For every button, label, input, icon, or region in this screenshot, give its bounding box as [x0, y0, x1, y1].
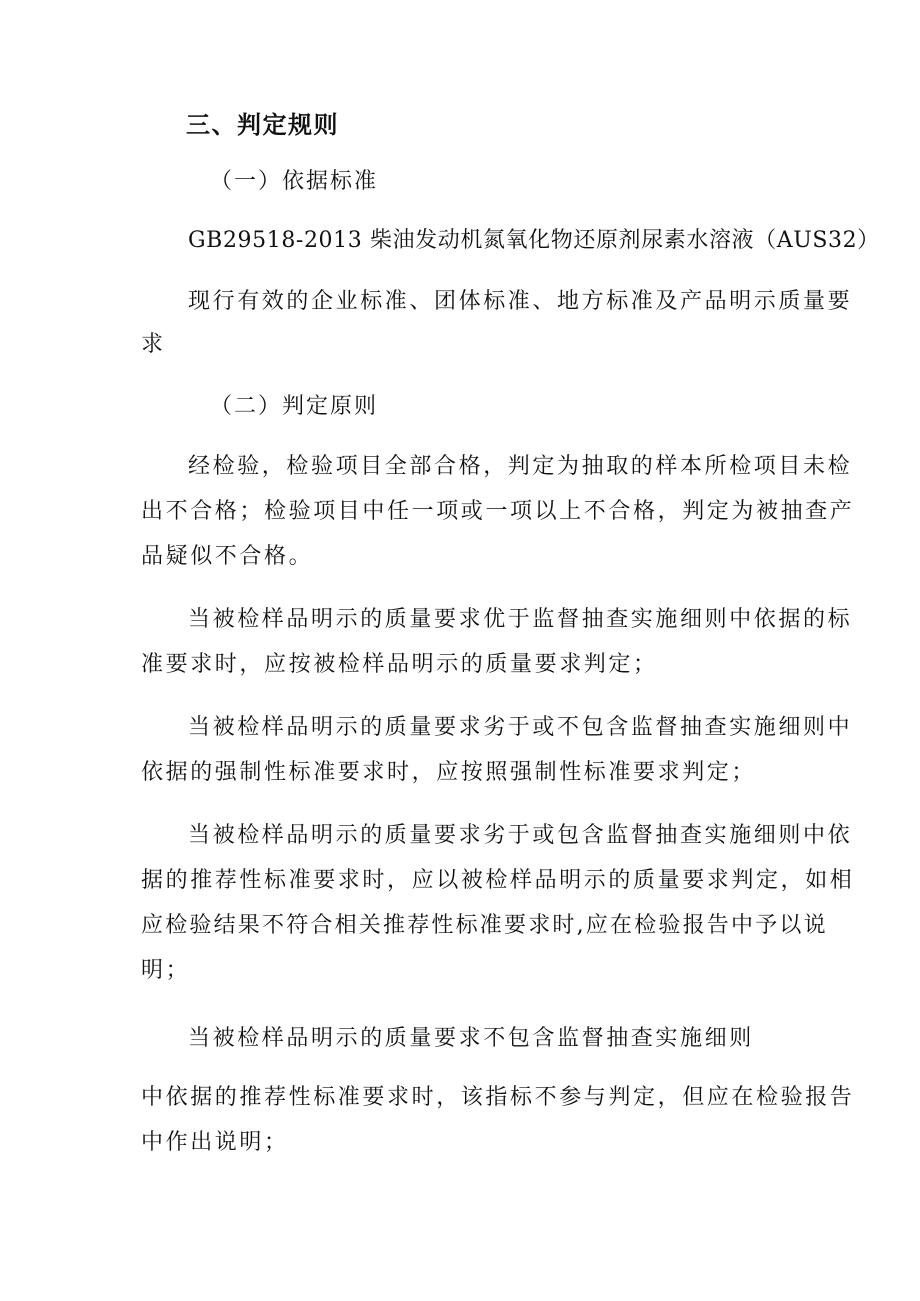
- paragraph-line: 现行有效的企业标准、团体标准、地方标准及产品明示质量要: [188, 289, 853, 314]
- section-heading: 三、判定规则: [186, 111, 339, 139]
- paragraph-line: 依据的强制性标准要求时，应按照强制性标准要求判定；: [141, 760, 757, 785]
- paragraph-line: 品疑似不合格。: [141, 544, 314, 569]
- paragraph-line: 当被检样品明示的质量要求劣于或包含监督抽查实施细则中依: [188, 823, 853, 848]
- paragraph-line: 经检验，检验项目全部合格，判定为抽取的样本所检项目未检: [188, 454, 853, 479]
- standard-line: GB29518-2013 柴油发动机氮氧化物还原剂尿素水溶液（AUS32）: [188, 228, 880, 253]
- paragraph-line: 应检验结果不符合相关推荐性标准要求时,应在检验报告中予以说: [141, 913, 828, 938]
- paragraph-line: 出不合格；检验项目中任一项或一项以上不合格，判定为被抽查产: [141, 499, 855, 524]
- paragraph-line: 当被检样品明示的质量要求不包含监督抽查实施细则: [188, 1026, 754, 1051]
- paragraph-line: 求: [141, 332, 166, 357]
- paragraph-line: 当被检样品明示的质量要求劣于或不包含监督抽查实施细则中: [188, 715, 853, 740]
- paragraph-line: 中依据的推荐性标准要求时，该指标不参与判定，但应在检验报告: [141, 1085, 855, 1110]
- paragraph-line: 准要求时，应按被检样品明示的质量要求判定；: [141, 652, 658, 677]
- paragraph-line: 明；: [141, 958, 191, 983]
- paragraph-line: 据的推荐性标准要求时，应以被检样品明示的质量要求判定，如相: [141, 868, 855, 893]
- paragraph-line: 中作出说明；: [141, 1130, 289, 1155]
- subsection-2-title: （二）判定原则: [210, 394, 379, 419]
- subsection-1-title: （一）依据标准: [210, 169, 379, 194]
- paragraph-line: 当被检样品明示的质量要求优于监督抽查实施细则中依据的标: [188, 607, 853, 632]
